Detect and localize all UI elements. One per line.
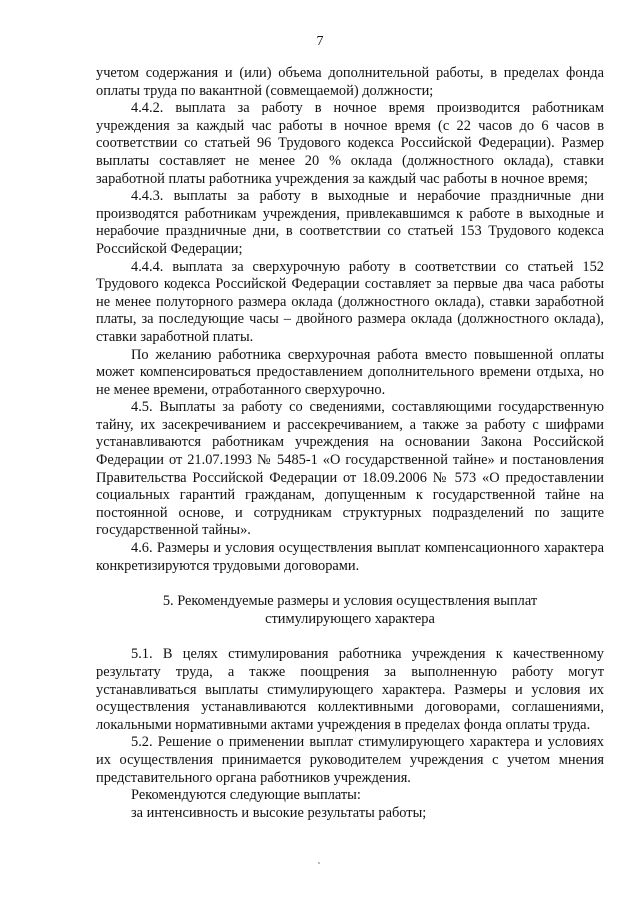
paragraph-recommended-payments: Рекомендуются следующие выплаты: — [131, 787, 361, 804]
paragraph-4-6: 4.6. Размеры и условия осуществления выплат компенсационного характера конкретизируются трудовыми договорами. — [96, 540, 604, 574]
page-number: 7 — [316, 34, 324, 49]
paragraph-4-4-3: 4.4.3. выплаты за работу в выходные и нерабочие праздничные дни производятся работникам учреждения, привлекавшимся к работе в выходные и нерабочие праздничные дни, в соответствии со статьей 153 Трудового кодекса Российской Федерации; — [96, 188, 604, 257]
document-body — [96, 65, 604, 822]
paragraph-4-5: 4.5. Выплаты за работу со сведениями, составляющими государственную тайну, их засекречиванием и рассекречиванием, а также за работу с шифрами устанавливаются работникам учреждения на основании Закона Российской Федерации от 21.07.1993 № 5485-1 «О государственной тайне» и постановления Правительства Российской Федерации от 18.09.2006 № 573 «О предоставлении социальных гарантий гражданам, допущенным к государственной тайне на постоянной основе, и сотрудникам структурных подразделений по защите государственной тайны». — [96, 399, 604, 539]
section-5-heading — [96, 593, 604, 628]
paragraph-continuation: учетом содержания и (или) объема дополнительной работы, в пределах фонда оплаты труда по вакантной (совмещаемой) должности; — [96, 65, 604, 99]
section-5-heading-line2: стимулирующего характера — [265, 610, 435, 627]
list-item-intensity: за интенсивность и высокие результаты работы; — [131, 804, 427, 821]
paragraph-5-2: 5.2. Решение о применении выплат стимулирующего характера и условиях их осуществления принимается руководителем учреждения с учетом мнения представительного органа работников учреждения. — [96, 734, 604, 786]
paragraph-overtime-compensation: По желанию работника сверхурочная работа вместо повышенной оплаты может компенсироваться предоставлением дополнительного времени отдыха, но не менее времени, отработанного сверхурочно. — [96, 346, 604, 398]
section-5-heading-line1: 5. Рекомендуемые размеры и условия осуществления выплат — [162, 593, 538, 610]
scan-artifact — [318, 862, 320, 864]
paragraph-5-1: 5.1. В целях стимулирования работника учреждения к качественному результату труда, а также поощрения за выполненную работу могут устанавливаться выплаты стимулирующего характера. Размеры и условия их осуществления устанавливаются коллективными договорами, соглашениями, локальными нормативными актами учреждения в пределах фонда оплаты труда. — [96, 646, 604, 733]
section-spacer — [96, 628, 604, 646]
paragraph-4-4-2: 4.4.2. выплата за работу в ночное время производится работникам учреждения за каждый час работы в ночное время (с 22 часов до 6 часов в соответствии со статьей 96 Трудового кодекса Российской Федерации). Размер выплаты составляет не менее 20 % оклада (должностного оклада), ставки заработной платы работника учреждения за каждый час работы в ночное время; — [96, 100, 604, 187]
section-spacer — [96, 575, 604, 593]
paragraph-4-4-4: 4.4.4. выплата за сверхурочную работу в соответствии со статьей 152 Трудового кодекса Российской Федерации составляет за первые два часа работы не менее полуторного размера оклада (должностного оклада), ставки заработной платы, за последующие часы – двойного размера оклада (должностного оклада), ставки заработной платы. — [96, 258, 604, 345]
